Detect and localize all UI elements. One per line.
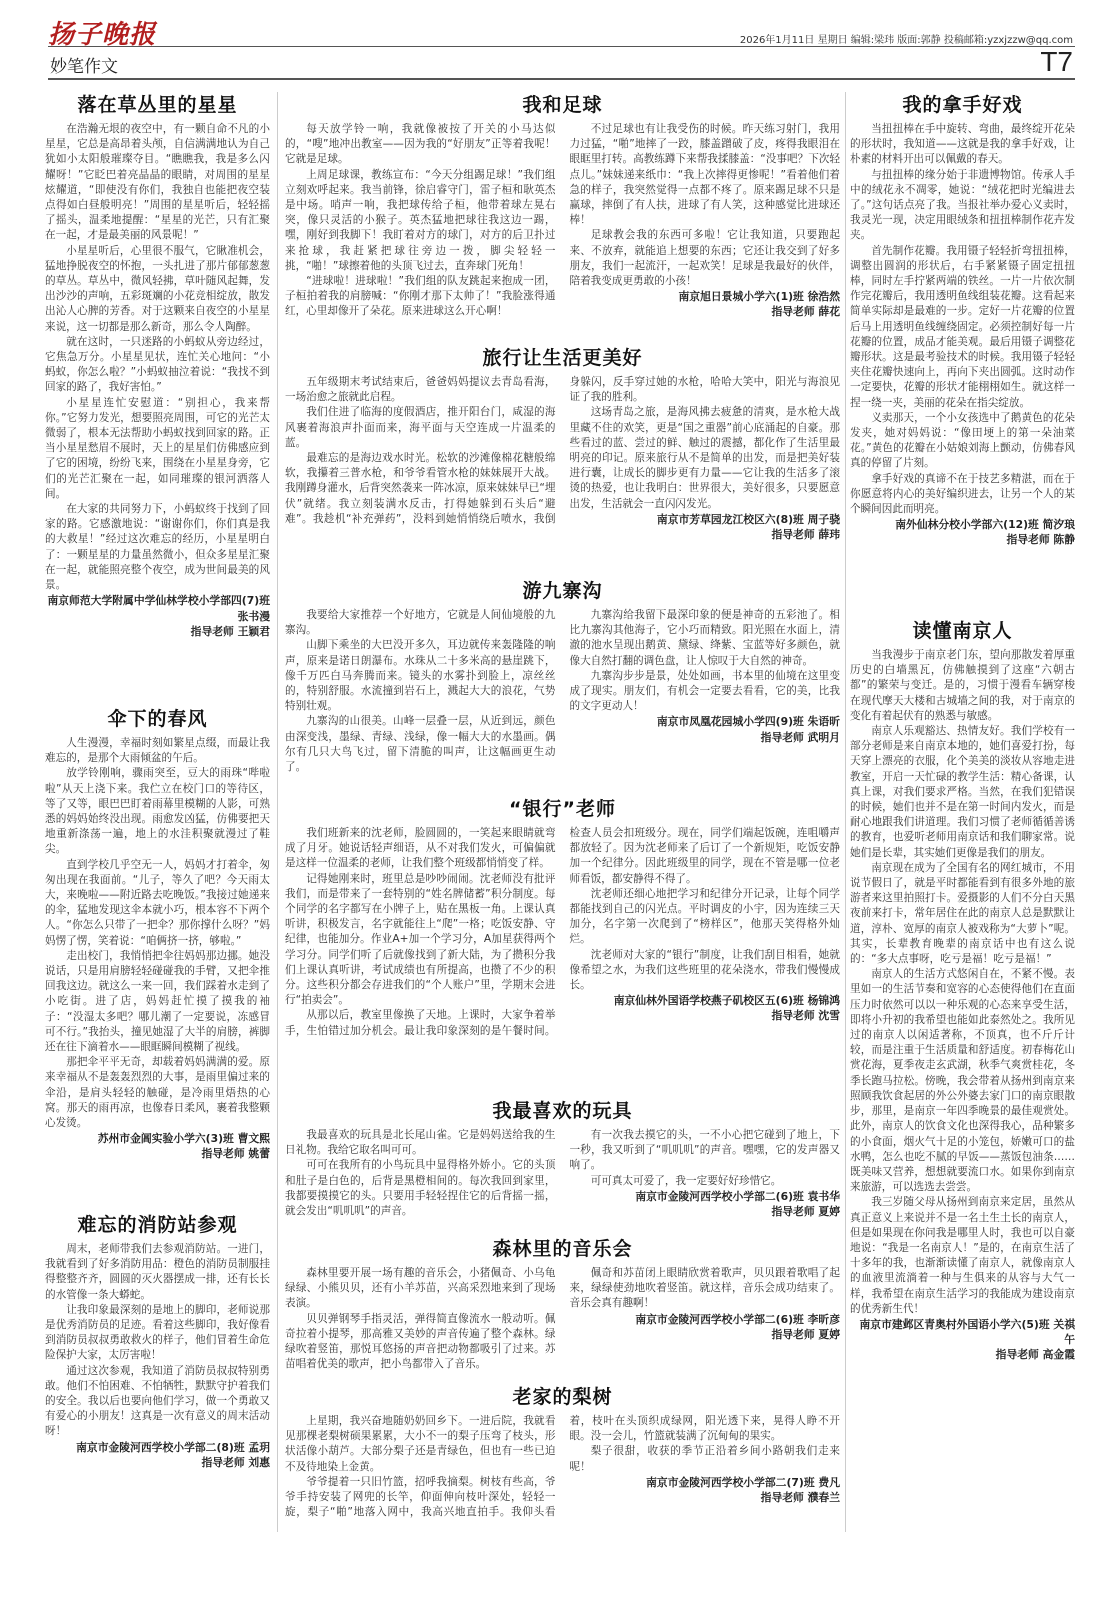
- column-divider: [845, 92, 846, 1532]
- author-byline: 南京市金陵河西学校小学部二(8)班 孟玥: [76, 1440, 270, 1454]
- paragraph: 可可真太可爱了，我一定要好好珍惜它。: [590, 1174, 782, 1187]
- article-body: [45, 122, 270, 639]
- paragraph: 拿手好戏的真谛不在于技艺多精湛，而在于你愿意将内心的美好编织进去，让另一个人的某个瞬间因此而明亮。: [850, 472, 1075, 516]
- article-title: 伞下的春风: [107, 708, 208, 730]
- paragraph: 首先制作花瓣。我用镊子轻轻折弯扭扭棒，调整出圆润的形状后，右手紧紧镊子固定扭扭棒，同时左手拧紧两端的铁丝。一片一片依次制作完花瓣后，我用透明鱼线组装花瓣。这看起来简单实际却是最难的一步。定好一片花瓣的位置后马上用透明鱼线缠绕固定。必须控制好每一片花瓣的位置，成品才能美观。最后用镊子调整花瓣形状。这是最考验技术的时候。我用镊子轻轻夹住花瓣快速向上，再向下夹出圆弧。这时动作一定要快，花瓣的形状才能栩栩如生。就这样一捏一绕一夹，美丽的花朵在指尖绽放。: [850, 244, 1075, 409]
- section-title: 妙笔作文: [50, 57, 118, 77]
- article-body: [285, 1414, 840, 1520]
- paragraph: 让我印象最深刻的是地上的脚印，老师说那是优秀消防员的足迹。看着这些脚印，我好像看到消防员叔叔勇敢救火的样子，他们冒着生命危险保护大家，太厉害啦！: [45, 1303, 270, 1362]
- author-byline: 南京市凤凰花园城小学四(9)班 朱语昕: [656, 715, 840, 729]
- article-title: 我和足球: [522, 94, 603, 116]
- page-number: T7: [1040, 46, 1073, 77]
- paragraph: 梨子很甜，收获的季节正沿着乡间小路朝我们走来呢！: [569, 1445, 840, 1473]
- teacher-byline: 指导老师 姚蕾: [201, 1147, 270, 1161]
- paragraph: 足球教会我的东西可多啦！它让我知道，只要跑起来、不放弃，就能追上想要的东西；它还让我交到了好多朋友，我们一起流汗，一起欢笑！足球是我最好的伙伴，陪着我变成更勇敢的小孩！: [569, 229, 840, 288]
- paragraph: 直到学校几乎空无一人，妈妈才打着伞，匆匆出现在我面前。“儿子，等久了吧？今天雨太大，来晚啦——附近路去吃晚饭。”我接过她递来的伞，猛地发现这伞本就小巧，根本容不下两个人。“你怎么只带了一把伞？那你撑什么呀？”妈妈愣了愣，笑着说：“咱俩挤一挤，够啦。”: [45, 858, 270, 947]
- paragraph: 南京现在成为了全国有名的网红城市，不用说节假日了，就是平时都能看到有很多外地的旅游者来这里拍照打卡。爱摄影的人们不分白天黑夜前来打卡，常年居住在此的南京人总是默默让道，淳朴、宽厚的南京人被戏称为“大萝卜”呢。其实，长辈教育晚辈的南京话中也有这么说的：“多大点事呀，吃亏是福！吃亏是福！”: [850, 861, 1075, 966]
- paragraph: 最难忘的是海边戏水时光。松软的沙滩像棉花糖般绵软，我攥着三普水枪，和爷爷看管水枪的妹妹展开大战。我刚蹲身灌水，后背突然袭来一阵冰凉，原来妹妹早已“埋伏”就绪。我立刻装满水反击，打得她躲到石头后“避难”。我趁机“补充弹药”，没料到她悄悄绕后喷水，我倒身躲闪，反手穿过她的水枪，哈哈大笑中，阳光与海浪见证了我的胜利。: [285, 376, 840, 525]
- article-title: 游九寨沟: [522, 580, 603, 602]
- paragraph: 森林里要开展一场有趣的音乐会，小猪佩奇、小乌龟绿绿、小熊贝贝，还有小羊苏苗，兴高采烈地来到了现场表演。: [285, 1267, 556, 1310]
- paragraph: 南京人的生活方式悠闲自在，不紧不慢。表里如一的生活节奏和宽容的心态使得他们在直面压力时依然可以以一种乐观的心态来享受生活，即将小升初的我希望也能如此泰然处之。我所见过的南京人以闲适著称，不顶真，也不斤斤计较，而是注重于生活质量和舒适度。初春梅花山赏花海，夏季夜走玄武湖，秋季气爽赏桂花，冬季长跑马拉松。傍晚，我会带着从扬州到南京来照顾我饮食起居的外公外婆去家门口的南京眼散步，那里，是南京一年四季晚景的最佳观赏处。此外，南京人的饮食文化也深得我心，品种繁多的小食面，烟火气十足的小笼包，娇嫩可口的盐水鸭，怎么也吃不腻的早饭——蒸饭包油条……既美味又营养，想想就要流口水。如果你到南京来旅游，可以选选去尝尝。: [850, 968, 1075, 1194]
- article-body: [850, 648, 1075, 1363]
- newspaper-logo: 扬子晚报: [48, 20, 157, 50]
- column-divider: [277, 92, 278, 1532]
- author-byline: 南京市金陵河西学校小学部二(6)班 袁书华: [635, 1189, 840, 1203]
- paragraph: 五年级期末考试结束后，爸爸妈妈提议去青岛看海，一场治愈之旅就此启程。: [285, 376, 556, 404]
- paragraph: 有一次我去摸它的头，一不小心把它碰到了地上，下一秒，我又听到了“叽叽叽”的声音。嘿嘿，它的发声器又响了。: [569, 1129, 840, 1172]
- paragraph: 上星期，我兴奋地随奶奶回乡下。一进后院，我就看见那棵老梨树硕果累累，大小不一的梨子压弯了枝头，形状活像小葫芦。大部分梨子还是青绿色，但也有一些已迫不及待地染上金黄。: [285, 1415, 556, 1473]
- author-byline: 南京市金陵河西学校小学部二(6)班 李昕彦: [635, 1312, 840, 1326]
- teacher-byline: 指导老师 夏婷: [771, 1327, 840, 1341]
- paragraph: 贝贝弹钢琴手指灵活，弹得简直像流水一般动听。佩奇拉着小提琴，那高雅又美妙的声音传遍了整个森林。绿绿吹着竖笛，那悦耳悠扬的声音把动物都吸引了过来。苏苗唱着优美的歌声，把小鸟都带入了音乐。: [285, 1312, 556, 1371]
- paragraph: 南京人乐观豁达、热情友好。我们学校有一部分老师是来自南京本地的，她们喜爱打扮，每天穿上漂亮的衣服，化个美美的淡妆从容地走进教室，开启一天忙碌的教学生活：精心备课，认真上课，对我们要求严格。当然，在我们犯错误的时候，她们也并不是在第一时间内发火，而是耐心地跟我们讲道理。我们习惯了老师循循善诱的教育，也爱听老师用南京话和我们聊家常。说她们是长辈，其实她们更像是我们的朋友。: [850, 725, 1075, 859]
- article-title: 我的拿手好戏: [902, 94, 1023, 116]
- teacher-byline: 指导老师 夏婷: [771, 1205, 840, 1219]
- paragraph: 就在这时，一只迷路的小蚂蚁从旁边经过，它焦急万分。小星星见状，连忙关心地问：“小蚂蚁，你怎么啦？”小蚂蚁抽泣着说：“我找不到回家的路了，我好害怕。”: [45, 335, 270, 394]
- header-divider: [48, 46, 1075, 47]
- paragraph: 当我漫步于南京老门东，望向那散发着厚重历史的白墙黑瓦，仿佛触摸到了这座“六朝古都”的繁荣与变迁。是的，习惯于漫看车辆穿梭在现代摩天大楼和古城墙之间的我，对于南京的变化有着起伏有的熟悉与敏感。: [850, 649, 1075, 722]
- article-title: 森林里的音乐会: [492, 1238, 633, 1260]
- article-body: [850, 122, 1075, 548]
- paragraph: 周末，老师带我们去参观消防站。一进门，我就看到了好多消防用品：橙色的消防员制服挂得整整齐齐，圆圆的灭火器摆成一排，还有长长的水管像一条大蟒蛇。: [45, 1243, 270, 1301]
- article: [45, 1212, 270, 1534]
- teacher-byline: 指导老师 陈静: [1006, 533, 1075, 547]
- article-body: [285, 1266, 840, 1372]
- article: [285, 1236, 840, 1384]
- article-title: 难忘的消防站参观: [77, 1214, 238, 1236]
- paragraph: 那把伞平平无奇，却载着妈妈满满的爱。原来幸福从不是轰轰烈烈的大事，是雨里偏过来的伞沿，是肩头轻轻的触碰，是冷雨里焐热的心窝。那天的雨再凉，也像春日柔风，裹着我整颗心发烫。: [45, 1056, 270, 1130]
- article: [285, 578, 840, 778]
- paragraph: 爷爷提着一只旧竹篮，招呼我摘梨。树枝有些高，爷爷手持安装了网兜的长竿，仰面伸向枝叶深处，轻轻一旋，梨子“啪”地落入网中，我高兴地直拍手。我仰头看着，枝叶在头顶织成绿网，阳光透下来，晃得人睁不开眼。没一会儿，竹篮就装满了沉甸甸的果实。: [285, 1415, 840, 1519]
- article-body: [285, 122, 840, 320]
- paragraph: 九寨沟给我留下最深印象的便是神奇的五彩池了。相比九寨沟其他海子，它小巧而精致。阳光照在水面上，清澈的池水呈现出鹅黄、黛绿、绛紫、宝蓝等好多颜色，就像大自然打翻的调色盘，让人惊叹于大自然的神奇。: [569, 609, 840, 667]
- article: [45, 92, 270, 704]
- paragraph: 走出校门，我悄悄把伞往妈妈那边挪。她没说话，只是用肩膀轻轻碰碰我的手臂，又把伞推回我这边。就这么一来一回，我们踩着水走到了小吃街。进了店，妈妈赶忙摸了摸我的袖子：“没湿太多吧？哪儿潮了一定要说，冻感冒可不行。”我抬头，撞见她湿了大半的肩膀，裤脚还在往下滴着水——眼眶瞬间模糊了视线。: [45, 949, 270, 1054]
- teacher-byline: 指导老师 薛花: [771, 305, 840, 319]
- paragraph: 每天放学铃一响，我就像被按了开关的小马达似的，“嗖”地冲出教室——因为我的“好朋友”正等着我呢！它就是足球。: [285, 123, 556, 166]
- article-title: 旅行让生活更美好: [482, 347, 643, 369]
- author-byline: 南京市建邺区青奥村外国语小学六(5)班 关祺午: [859, 1317, 1075, 1347]
- paragraph: 沈老师对大家的“银行”制度，让我们刮目相看，她就像希望之水，为我们这些班里的花朵浇水，带我们慢慢成长。: [569, 948, 840, 992]
- author-byline: 南京市金陵河西学校小学部二(7)班 费凡: [646, 1475, 840, 1489]
- article-title: 读懂南京人: [912, 620, 1013, 642]
- article-body: [285, 826, 840, 1039]
- paragraph: 上周足球课，教练宣布：“今天分组踢足球！”我们组立刻欢呼起来。我当前锋，徐启睿守门，雷子桓和耿英杰是中场。哨声一响，我把球传给子桓，他带着球左晃右突，像只灵活的小猴子。英杰猛地把球往我这边一踢，嘿，刚好到我脚下！我盯着对方的球门，对方的后卫扑过来抢球，我赶紧把球往旁边一拨，脚尖轻轻一挑，“啪！”球擦着他的头顶飞过去，直奔球门死角！: [285, 168, 556, 272]
- paragraph: 我们班新来的沈老师，脸圆圆的，一笑起来眼睛就弯成了月牙。她说话轻声细语，从不对我们发火，可偏偏就是这样一位温柔的老师，让我们整个班级都悄悄变了样。: [285, 827, 556, 870]
- paragraph: 佩奇和苏苗闭上眼睛欣赏着歌声，贝贝跟着歌唱了起来，绿绿使劲地吹着竖笛。就这样，音乐会成功结束了。音乐会真有趣啊！: [569, 1267, 840, 1310]
- article: [285, 1384, 840, 1534]
- article: [285, 796, 840, 1096]
- issue-meta: 2026年1月11日 星期日 编辑:梁玮 版面:郭静 投稿邮箱:yzxjzzw@qq.com: [739, 35, 1073, 46]
- paragraph: 我最喜欢的玩具是北长尾山雀。它是妈妈送给我的生日礼物。我给它取名叫可可。: [285, 1129, 556, 1157]
- paragraph: 在浩瀚无垠的夜空中，有一颗自命不凡的小星星，它总是高昂着头颅，自信满满地认为自己犹如小太阳般璀璨夺目。“瞧瞧我，我是多么闪耀呀！”它眨巴着亮晶晶的眼睛，对周围的星星炫耀道，“即使没有你们，我独自也能把夜空装点得如白昼般明亮！”周围的星星听后，轻轻摇了摇头，温柔地提醒：“星星的光芒，只有汇聚在一起，才是最美丽的风景呢！”: [45, 123, 270, 242]
- article: [285, 345, 840, 577]
- article-title: 我最喜欢的玩具: [492, 1100, 633, 1122]
- article-title: 老家的梨树: [512, 1386, 613, 1408]
- teacher-byline: 指导老师 武明月: [760, 730, 840, 744]
- paragraph: 从那以后，教室里像换了天地。上课时，大家争着举手，生怕错过加分机会。最让我印象深刻的是午餐时间。检查人员会扣班级分。现在，同学们端起饭碗，连咀嚼声都放轻了。因为沈老师来了后订了一个新规矩，吃饭安静加一个纪律分。因此班级里的同学，现在不管是哪一位老师看饭，都安静得不得了。: [285, 827, 840, 1037]
- article: [285, 1098, 840, 1234]
- section-divider: [48, 78, 1075, 80]
- article-body: [45, 1242, 270, 1470]
- paragraph: 山脚下乘坐的大巴没开多久，耳边就传来轰隆隆的响声，原来是诺日朗瀑布。水珠从二十多米高的悬崖跳下，像千万匹白马奔腾而来。镜头的水雾扑到脸上，凉丝丝的，特别舒服。水流撞到岩石上，溅起大大的浪花，气势特别壮观。: [285, 639, 556, 713]
- paragraph: 人生漫漫，幸福时刻如繁星点缀，而最让我难忘的，是那个大雨倾盆的午后。: [45, 737, 270, 765]
- teacher-byline: 指导老师 刘惠: [201, 1455, 270, 1469]
- author-byline: 南京仙林外国语学校燕子矶校区五(6)班 杨锦鸿: [613, 994, 840, 1008]
- paragraph: 我三岁随父母从扬州到南京来定居，虽然从真正意义上来说并不是一名土生土长的南京人，但是如果现在你问我是哪里人时，我也可以自豪地说：“我是一名南京人！”是的，在南京生活了十多年的我，也渐渐读懂了南京人，就像南京人的血液里流淌着一种与生俱来的从容与大气一样，我希望在南京生活学习的我能成为建设南京的优秀新生代！: [850, 1196, 1075, 1315]
- teacher-byline: 指导老师 沈雪: [771, 1009, 840, 1023]
- article: [285, 92, 840, 344]
- paragraph: 九寨沟的山很美。山峰一层叠一层，从近到远，颜色由深变浅，墨绿、青绿、浅绿，像一幅大大的水墨画。偶尔有几只大鸟飞过，留下清脆的叫声，让这幅画更生动了。: [285, 715, 556, 774]
- article: [45, 706, 270, 1210]
- paragraph: 在大家的共同努力下，小蚂蚁终于找到了回家的路。它感激地说：“谢谢你们，你们真是我的大救星！”经过这次难忘的经历，小星星明白了：一颗星星的力量虽然微小，但众多星星汇聚在一起，就能照亮整个夜空，成为世间最美的风景。: [45, 503, 270, 592]
- paragraph: “进球啦！进球啦！”我们组的队友跳起来抱成一团，子桓拍着我的肩膀喊：“你刚才那下太帅了！”我脸涨得通红，心里却像开了朵花。原来进球这么开心啊！: [285, 275, 556, 318]
- article-title: “银行”老师: [509, 798, 616, 820]
- paragraph: 这场青岛之旅，是海风拂去疲惫的清爽，是水枪大战里藏不住的欢笑，更是“国之重器”前心底涌起的自豪。那些看过的蓝、尝过的鲜、触过的震撼，都化作了生活里最明亮的印记。原来旅行从不是简单的出发，而是把美好装进行囊，让成长的脚步更有力量——它让我的生活多了滚烫的热爱，也让我明白：世界很大，美好很多，只要愿意出发，生活就会一直闪闪发光。: [569, 406, 840, 510]
- article-title: 落在草丛里的星星: [77, 94, 238, 116]
- paragraph: 与扭扭棒的缘分始于非遗博物馆。传承人手中的绒花永不凋零，她说：“绒花把时光编进去了。”这句话点亮了我。当报社举办爱心义卖时，我灵光一现，决定用眼绒条和扭扭棒制作花卉发夹。: [850, 168, 1075, 242]
- paragraph: 小星星连忙安慰道：“别担心，我来帮你。”它努力发光，想要照亮周围，可它的光芒太微弱了，根本无法帮助小蚂蚁找到回家的路。正当小星星愁眉不展时，天上的星星们仿佛感应到了它的困境，纷纷飞来，围绕在小星星身旁，它们的光芒汇聚在一起，如同璀璨的银河洒落人间。: [45, 396, 270, 500]
- paragraph: 沈老师还细心地把学习和纪律分开记录，让每个同学都能找到自己的闪光点。平时调皮的小宇，因为连续三天加分，名字第一次爬到了“榜样区”，他那天笑得格外灿烂。: [569, 887, 840, 946]
- paragraph: 记得她刚来时，班里总是吵吵闹闹。沈老师没有批评我们，而是带来了一套特别的“姓名牌储蓄”积分制度。每个同学的名字都写在小牌子上，贴在黑板一角。上课认真听讲，积极发言，名字就能往上“爬”一格；吃饭安静、守纪律，也能加分。作业A+加一个学习分，A加星获得两个学习分。同学们听了后就像找到了新大陆，为了攒积分我们上课认真听讲，考试成绩也有所提高，也攒了不少的积分。这些积分都会存进我们的“个人账户”里，学期末会进行“拍卖会”。: [285, 872, 556, 1007]
- teacher-byline: 指导老师 薛玮: [771, 528, 840, 542]
- paragraph: 通过这次参观，我知道了消防员叔叔特别勇敢。他们不怕困难、不怕牺牲，默默守护着我们的安全。我以后也要向他们学习，做一个勇敢又有爱心的小朋友！这真是一次有意义的周末活动呀！: [45, 1364, 270, 1438]
- article: [850, 618, 1075, 1534]
- author-byline: 南京市芳草园龙江校区六(8)班 周子骁: [656, 512, 840, 526]
- author-byline: 南京旭日景城小学六(1)班 徐浩然: [678, 290, 840, 304]
- paragraph: 我们住进了临海的度假酒店，推开阳台门，咸湿的海风裹着海浪声扑面而来，海平面与天空连成一片温柔的蓝。: [285, 406, 556, 449]
- article-body: [285, 1128, 840, 1219]
- paragraph: 可可在我所有的小鸟玩具中显得格外娇小。它的头顶和肚子是白色的，后背是黑橙相间的。每次我回到家里，我都要摸摸它的头。只要用手轻轻捏住它的后背摇一摇，就会发出“叽叽叽”的声音。: [285, 1159, 556, 1218]
- paragraph: 我要给大家推荐一个好地方，它就是人间仙境般的九寨沟。: [285, 609, 556, 637]
- author-byline: 南外仙林分校小学部六(12)班 简汐琅: [895, 518, 1075, 532]
- article-body: [45, 736, 270, 1162]
- paragraph: 当扭扭棒在手中旋转、弯曲，最终绽开花朵的形状时，我知道——这就是我的拿手好戏，让朴素的材料开出可以佩戴的春天。: [850, 123, 1075, 166]
- paragraph: 义卖那天，一个小女孩选中了鹅黄色的花朵发夹，她对妈妈说：“像田埂上的第一朵油菜花。”黄色的花瓣在小姑娘刘海上颤动，仿佛春风真的停留了片刻。: [850, 411, 1075, 470]
- author-byline: 南京师范大学附属中学仙林学校小学部四(7)班 张书漫: [47, 594, 270, 623]
- paragraph: 小星星听后，心里很不服气，它瞅准机会，猛地挣脱夜空的怀抱，一头扎进了那片郁郁葱葱的草丛。草丛中，微风轻拂，草叶随风起舞，发出沙沙的声响，五彩斑斓的小花竞相绽放，散发出沁人心脾的芳香。对于这颗来自夜空的小星星来说，这一切都是那么新奇，那么令人陶醉。: [45, 244, 270, 333]
- teacher-byline: 指导老师 王颖君: [190, 624, 270, 638]
- paragraph: 不过足球也有让我受伤的时候。昨天练习射门，我用力过猛，“啪”地摔了一跤，膝盖蹭破了皮，疼得我眼泪在眼眶里打转。高教练蹲下来帮我揉膝盖：“没事吧？下次轻点儿。”妹妹递来纸巾：“我上次摔得更惨呢！”看着他们着急的样子，我突然觉得一点都不疼了。原来踢足球不只是赢球，摔倒了有人扶，进球了有人笑，这种感觉比进球还棒！: [569, 123, 840, 227]
- teacher-byline: 指导老师 濮春兰: [760, 1491, 840, 1505]
- article-body: [285, 375, 840, 542]
- article: [850, 92, 1075, 617]
- paragraph: 九寨沟步步是景，处处如画，书本里的仙境在这里变成了现实。朋友们，有机会一定要去看看，它的美，比我的文字更动人！: [569, 669, 840, 713]
- author-byline: 苏州市金阊实验小学六(3)班 曹文熙: [97, 1132, 270, 1146]
- article-body: [285, 608, 840, 775]
- paragraph: 放学铃刚响，骤雨突至，豆大的雨珠“哔啦啦”从天上浇下来。我伫立在校门口的等待区，等了又等，眼巴巴盯着雨幕里模糊的人影，可熟悉的妈妈始终没出现。雨愈发凶猛，仿佛要把天地重新涤荡一遍，地上的水洼积聚就漫过了鞋尖。: [45, 767, 270, 856]
- teacher-byline: 指导老师 高金霞: [995, 1348, 1075, 1362]
